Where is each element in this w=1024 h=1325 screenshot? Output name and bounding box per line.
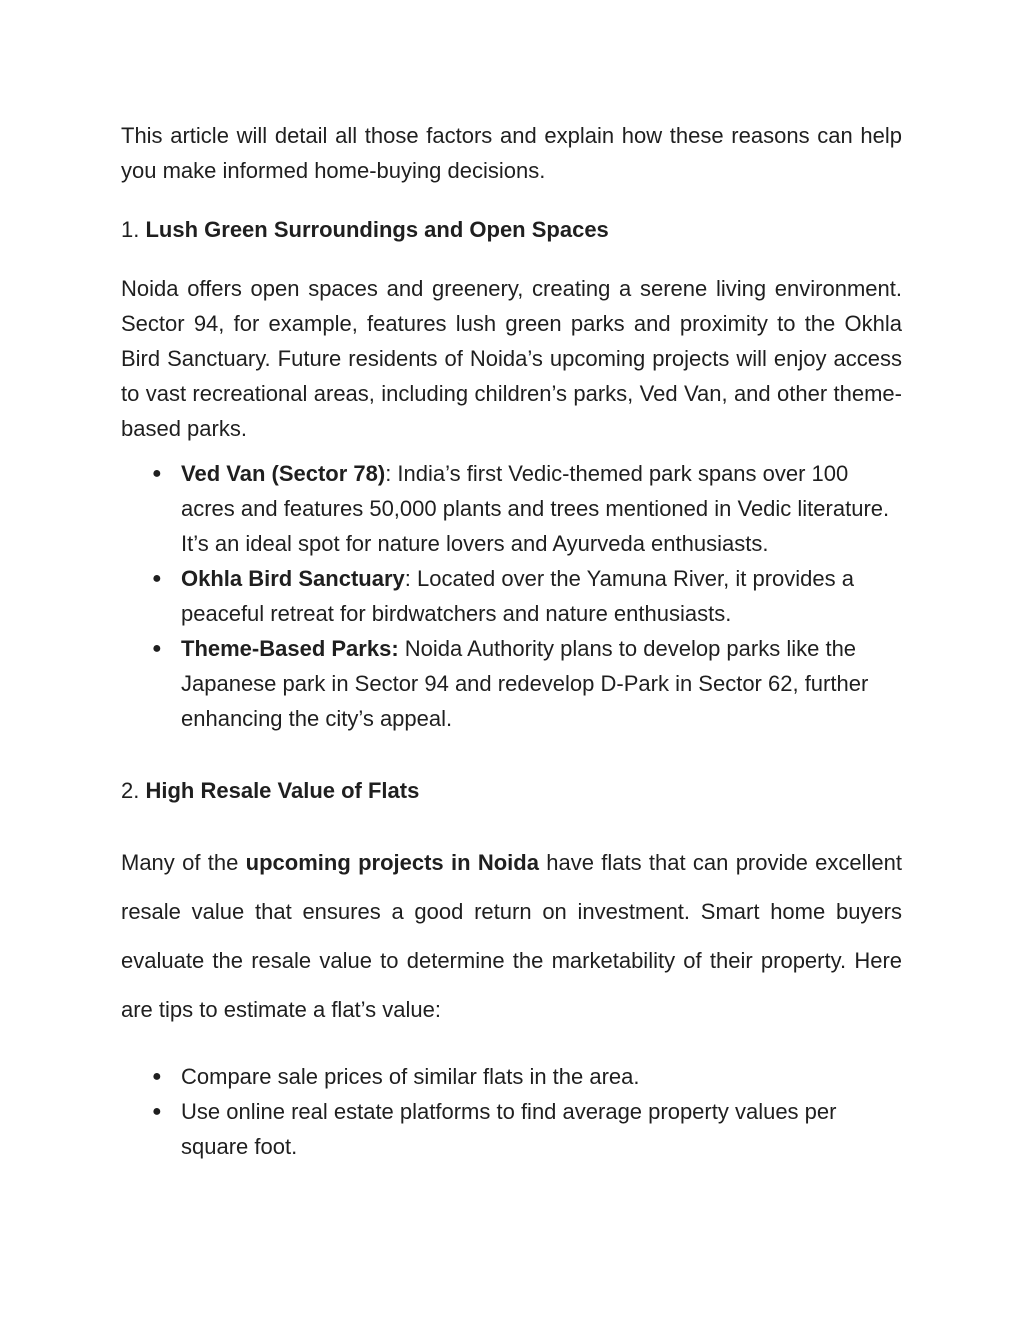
bullet-text: : India’s first Vedic-themed park spans over 100 acres and features 50,000 plants and trees mentioned in Vedic literature. It’s an ideal spot for nature lovers and Ayurveda enthusiasts. [181, 461, 890, 556]
bullet-bold-label: Theme-Based Parks: [181, 636, 399, 661]
section-2-bullet-list [121, 1059, 902, 1164]
section-2-paragraph-bold: upcoming projects in Noida [245, 850, 539, 875]
section-2-paragraph [121, 838, 902, 1034]
section-2-title: High Resale Value of Flats [145, 778, 420, 803]
section-1-paragraph: Noida offers open spaces and greenery, creating a serene living environment. Sector 94, for example, features lush green parks and proximity to the Okhla Bird Sanctuary. Future residents of Noida’s upcoming projects will enjoy access to vast recreational areas, including children’s parks, Ved Van, and other theme-based parks. [121, 276, 902, 441]
bullet-icon: ● [152, 640, 162, 657]
bullet-text: : Located over the Yamuna River, it provides a peaceful retreat for birdwatchers and nature enthusiasts. [181, 566, 854, 626]
intro-paragraph: This article will detail all those factors and explain how these reasons can help you make informed home-buying decisions. [121, 123, 902, 183]
section-2-paragraph-start: Many of the [121, 850, 246, 875]
section-2-paragraph-end: have flats that can provide excellent resale value that ensures a good return on investment. Smart home buyers evaluate the resale value to determine the marketability of their property. Here are tips to estimate a flat’s value: [121, 850, 902, 1022]
section-1-heading [121, 212, 902, 247]
section-2-number: 2. [121, 778, 140, 803]
section-1-bullet-list [121, 456, 902, 736]
list-item [121, 631, 902, 736]
list-item [121, 456, 902, 561]
bullet-icon: ● [152, 1103, 162, 1120]
list-item [121, 561, 902, 631]
list-item [121, 1059, 902, 1094]
section-1-number: 1. [121, 217, 140, 242]
bullet-icon: ● [152, 1068, 162, 1085]
document-page [121, 118, 902, 1164]
bullet-bold-label: Ved Van (Sector 78) [181, 461, 386, 486]
section-2-heading [121, 773, 902, 808]
bullet-text: Compare sale prices of similar flats in the area. [181, 1064, 640, 1089]
bullet-bold-label: Okhla Bird Sanctuary [181, 566, 405, 591]
bullet-text: Noida Authority plans to develop parks like the Japanese park in Sector 94 and redevelop D-Park in Sector 62, further enhancing the city’s appeal. [181, 636, 869, 731]
section-1-title: Lush Green Surroundings and Open Spaces [145, 217, 609, 242]
list-item [121, 1094, 902, 1164]
bullet-icon: ● [152, 465, 162, 482]
bullet-text: Use online real estate platforms to find average property values per square foot. [181, 1099, 837, 1159]
bullet-icon: ● [152, 570, 162, 587]
